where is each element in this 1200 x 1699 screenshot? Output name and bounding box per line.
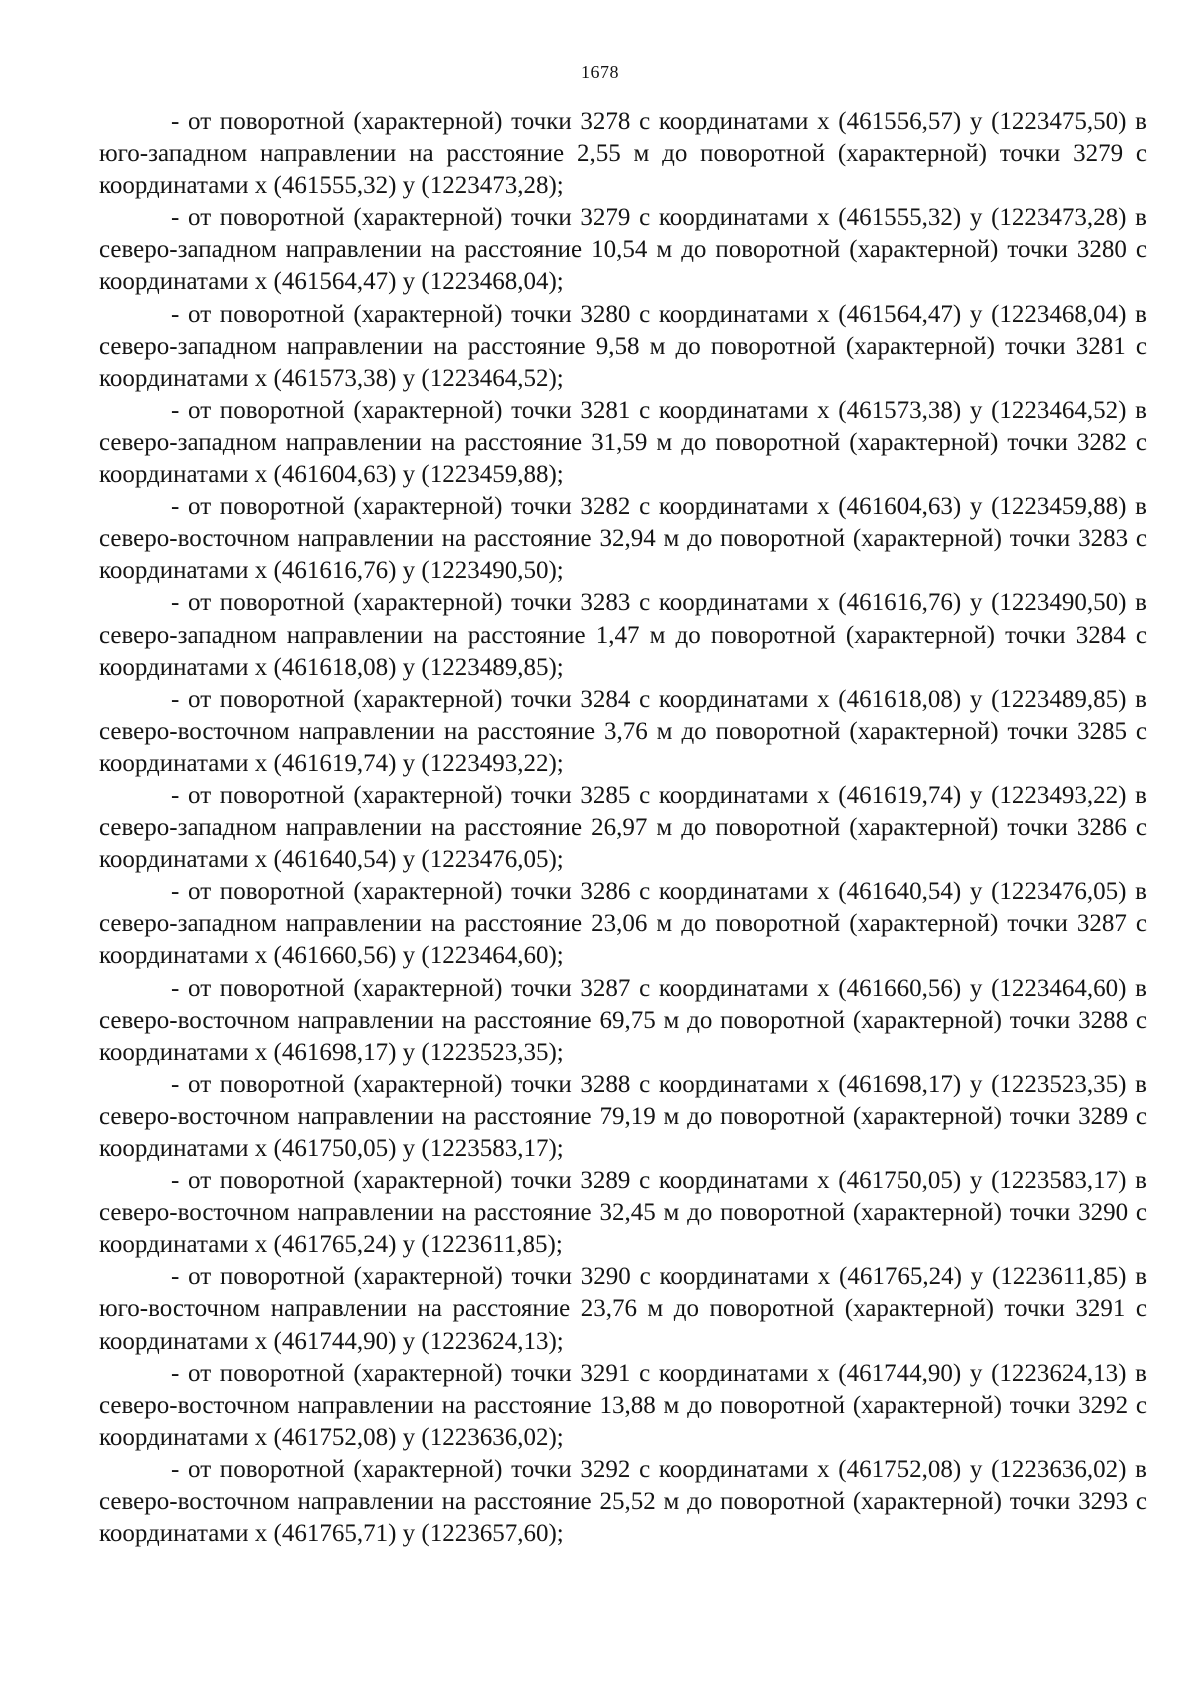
boundary-segment-paragraph: - от поворотной (характерной) точки 3290 с координатами x (461765,24) y (1223611,85) в юго-восточном направлении на расстояние 23,76 м до поворотной (характерной) точки 3291 с координатами x (461744,90) y (1223624,13); [99,1263,1147,1355]
boundary-segment-paragraph: - от поворотной (характерной) точки 3281 с координатами x (461573,38) y (1223464,52) в северо-западном направлении на расстояние 31,59 м до поворотной (характерной) точки 3282 с координатами x (461604,63) y (1223459,88); [99,396,1147,489]
boundary-segment-paragraph: - от поворотной (характерной) точки 3285 с координатами x (461619,74) y (1223493,22) в северо-западном направлении на расстояние 26,97 м до поворотной (характерной) точки 3286 с координатами x (461640,54) y (1223476,05); [99,781,1147,874]
boundary-segment-paragraph: - от поворотной (характерной) точки 3278 с координатами x (461556,57) y (1223475,50) в юго-западном направлении на расстояние 2,55 м до поворотной (характерной) точки 3279 с координатами x (461555,32) y (1223473,28); [99,108,1147,200]
boundary-segment-paragraph: - от поворотной (характерной) точки 3282 с координатами x (461604,63) y (1223459,88) в северо-восточном направлении на расстояние 32,94 м до поворотной (характерной) точки 3283 с координатами x (461616,76) y (1223490,50); [99,493,1147,585]
boundary-segment-paragraph: - от поворотной (характерной) точки 3283 с координатами x (461616,76) y (1223490,50) в северо-западном направлении на расстояние 1,47 м до поворотной (характерной) точки 3284 с координатами x (461618,08) y (1223489,85); [99,589,1147,681]
boundary-segment-paragraph: - от поворотной (характерной) точки 3289 с координатами x (461750,05) y (1223583,17) в северо-восточном направлении на расстояние 32,45 м до поворотной (характерной) точки 3290 с координатами x (461765,24) y (1223611,85); [99,1167,1147,1259]
boundary-segment-paragraph: - от поворотной (характерной) точки 3279 с координатами x (461555,32) y (1223473,28) в северо-западном направлении на расстояние 10,54 м до поворотной (характерной) точки 3280 с координатами x (461564,47) y (1223468,04); [99,204,1147,296]
boundary-segment-paragraph: - от поворотной (характерной) точки 3284 с координатами x (461618,08) y (1223489,85) в северо-восточном направлении на расстояние 3,76 м до поворотной (характерной) точки 3285 с координатами x (461619,74) y (1223493,22); [99,685,1147,777]
boundary-segment-paragraph: - от поворотной (характерной) точки 3291 с координатами x (461744,90) y (1223624,13) в северо-восточном направлении на расстояние 13,88 м до поворотной (характерной) точки 3292 с координатами x (461752,08) y (1223636,02); [99,1359,1147,1451]
boundary-segment-paragraph: - от поворотной (характерной) точки 3287 с координатами x (461660,56) y (1223464,60) в северо-восточном направлении на расстояние 69,75 м до поворотной (характерной) точки 3288 с координатами x (461698,17) y (1223523,35); [99,974,1147,1066]
boundary-segment-paragraph: - от поворотной (характерной) точки 3286 с координатами x (461640,54) y (1223476,05) в северо-западном направлении на расстояние 23,06 м до поворотной (характерной) точки 3287 с координатами x (461660,56) y (1223464,60); [99,878,1147,970]
boundary-segment-paragraph: - от поворотной (характерной) точки 3292 с координатами x (461752,08) y (1223636,02) в северо-восточном направлении на расстояние 25,52 м до поворотной (характерной) точки 3293 с координатами x (461765,71) y (1223657,60); [99,1455,1147,1548]
boundary-description-text [99,106,1147,1550]
page-number: 1678 [581,62,619,82]
boundary-segment-paragraph: - от поворотной (характерной) точки 3288 с координатами x (461698,17) y (1223523,35) в северо-восточном направлении на расстояние 79,19 м до поворотной (характерной) точки 3289 с координатами x (461750,05) y (1223583,17); [99,1070,1147,1162]
boundary-segment-paragraph: - от поворотной (характерной) точки 3280 с координатами x (461564,47) y (1223468,04) в северо-западном направлении на расстояние 9,58 м до поворотной (характерной) точки 3281 с координатами x (461573,38) y (1223464,52); [99,300,1147,392]
